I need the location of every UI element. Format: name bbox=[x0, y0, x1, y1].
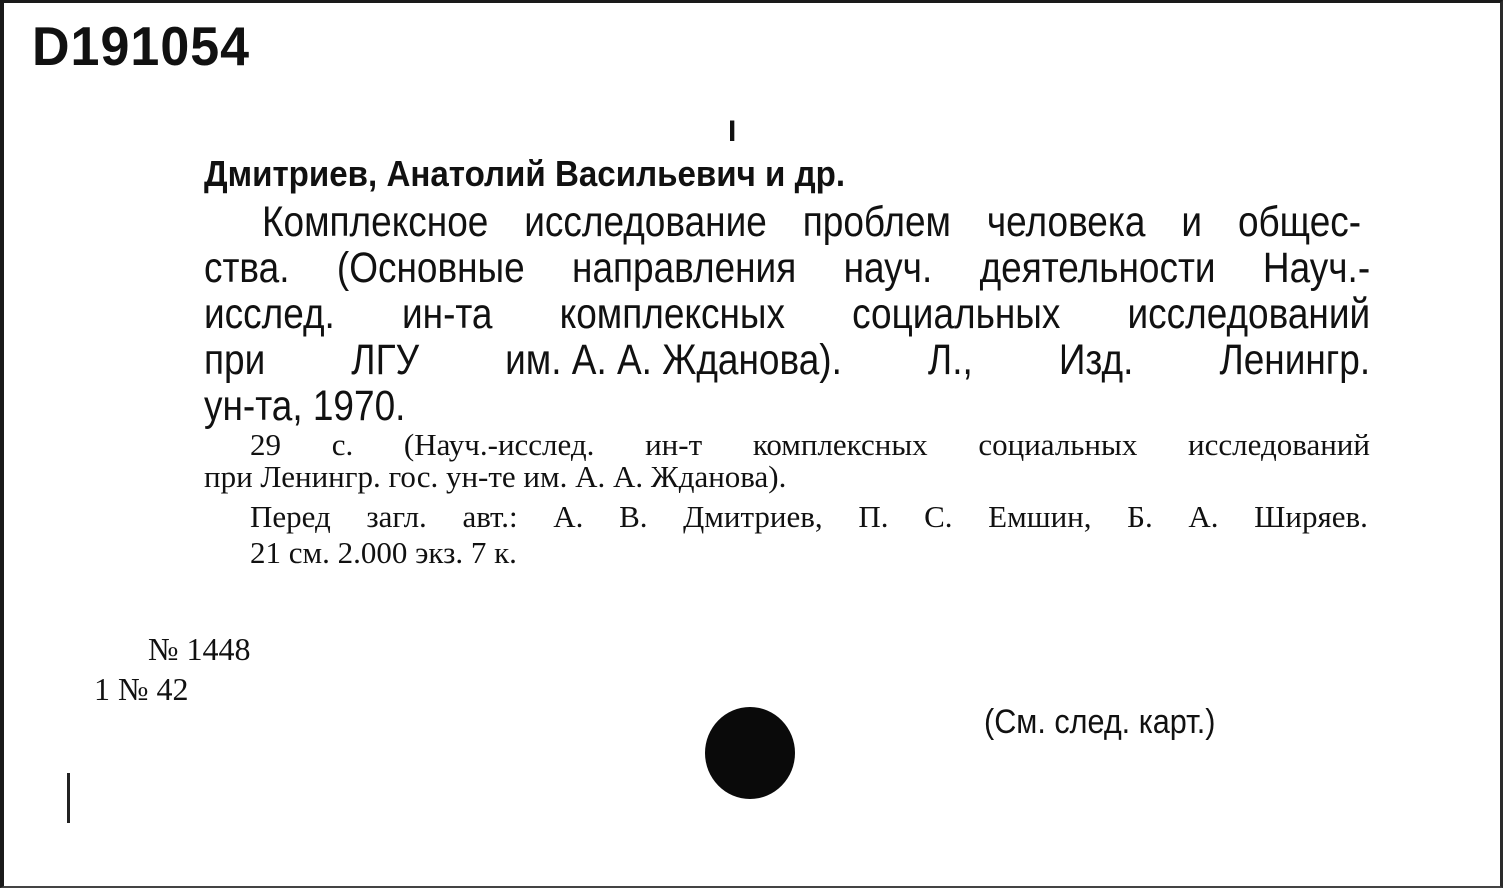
title-line-4 bbox=[204, 336, 1371, 384]
description-word: С. bbox=[924, 499, 953, 534]
margin-mark bbox=[67, 773, 70, 823]
author-heading: Дмитриев, Анатолий Васильевич и др. bbox=[204, 153, 846, 194]
description-word: Емшин, bbox=[988, 499, 1092, 534]
description-word: Б. bbox=[1127, 499, 1153, 534]
card-index: I bbox=[728, 115, 737, 148]
title-word: Л., bbox=[927, 336, 973, 384]
continued-note: (См. след. карт.) bbox=[984, 703, 1216, 741]
punch-hole bbox=[705, 707, 795, 799]
title-word: проблем bbox=[802, 198, 951, 246]
catalog-number: D191054 bbox=[32, 16, 251, 78]
title-word: науч. bbox=[843, 244, 933, 292]
title-word: исслед. bbox=[204, 290, 335, 338]
description-word: авт.: bbox=[462, 499, 518, 534]
title-word: (Основные bbox=[336, 244, 525, 292]
title-word: и bbox=[1181, 198, 1203, 246]
description-word: А. bbox=[1188, 499, 1219, 534]
title-line-2 bbox=[204, 244, 1371, 292]
description-word: А. bbox=[553, 499, 584, 534]
title-word: Ленингр. bbox=[1219, 336, 1371, 384]
title-word: ин-та bbox=[401, 290, 493, 338]
title-word: Комплексное bbox=[262, 198, 489, 246]
title-word: Науч.- bbox=[1262, 244, 1371, 292]
title-word: исследование bbox=[524, 198, 767, 246]
title-word: комплексных bbox=[559, 290, 785, 338]
description-word: социальных bbox=[978, 427, 1138, 462]
description-word: исследований bbox=[1188, 427, 1370, 462]
title-line-3 bbox=[204, 290, 1371, 338]
description-word: комплексных bbox=[752, 427, 928, 462]
description-word: Перед bbox=[250, 499, 331, 534]
description-word: (Науч.-исслед. bbox=[403, 427, 595, 462]
description-line-3 bbox=[250, 501, 1368, 532]
description-line-1 bbox=[250, 429, 1370, 460]
title-word: направления bbox=[572, 244, 797, 292]
title-word: исследований bbox=[1127, 290, 1371, 338]
title-word: деятельности bbox=[979, 244, 1216, 292]
title-word: при bbox=[204, 336, 266, 384]
accession-number: № 1448 bbox=[148, 631, 251, 667]
title-word: человека bbox=[986, 198, 1146, 246]
description-word: 29 bbox=[250, 427, 281, 462]
description-word: Ширяев. bbox=[1254, 499, 1368, 534]
description-word: П. bbox=[858, 499, 889, 534]
description-word: Дмитриев, bbox=[683, 499, 823, 534]
title-word: общес- bbox=[1237, 198, 1362, 246]
title-word: социальных bbox=[852, 290, 1061, 338]
description-line-4: 21 см. 2.000 экз. 7 к. bbox=[250, 535, 517, 570]
description-word: ин-т bbox=[645, 427, 703, 462]
title-word: ЛГУ bbox=[351, 336, 420, 384]
description-word: В. bbox=[619, 499, 648, 534]
description-line-2: при Ленингр. гос. ун-те им. А. А. Жданова). bbox=[204, 459, 787, 494]
description-word: с. bbox=[331, 427, 354, 462]
title-line-5: ун-та, 1970. bbox=[204, 382, 406, 430]
title-line-1 bbox=[262, 198, 1362, 246]
title-word: им. А. А. Жданова). bbox=[505, 336, 842, 384]
title-word: Изд. bbox=[1058, 336, 1134, 384]
description-word: загл. bbox=[366, 499, 427, 534]
accession-number-secondary: 1 № 42 bbox=[94, 671, 189, 707]
title-word: ства. bbox=[204, 244, 290, 292]
